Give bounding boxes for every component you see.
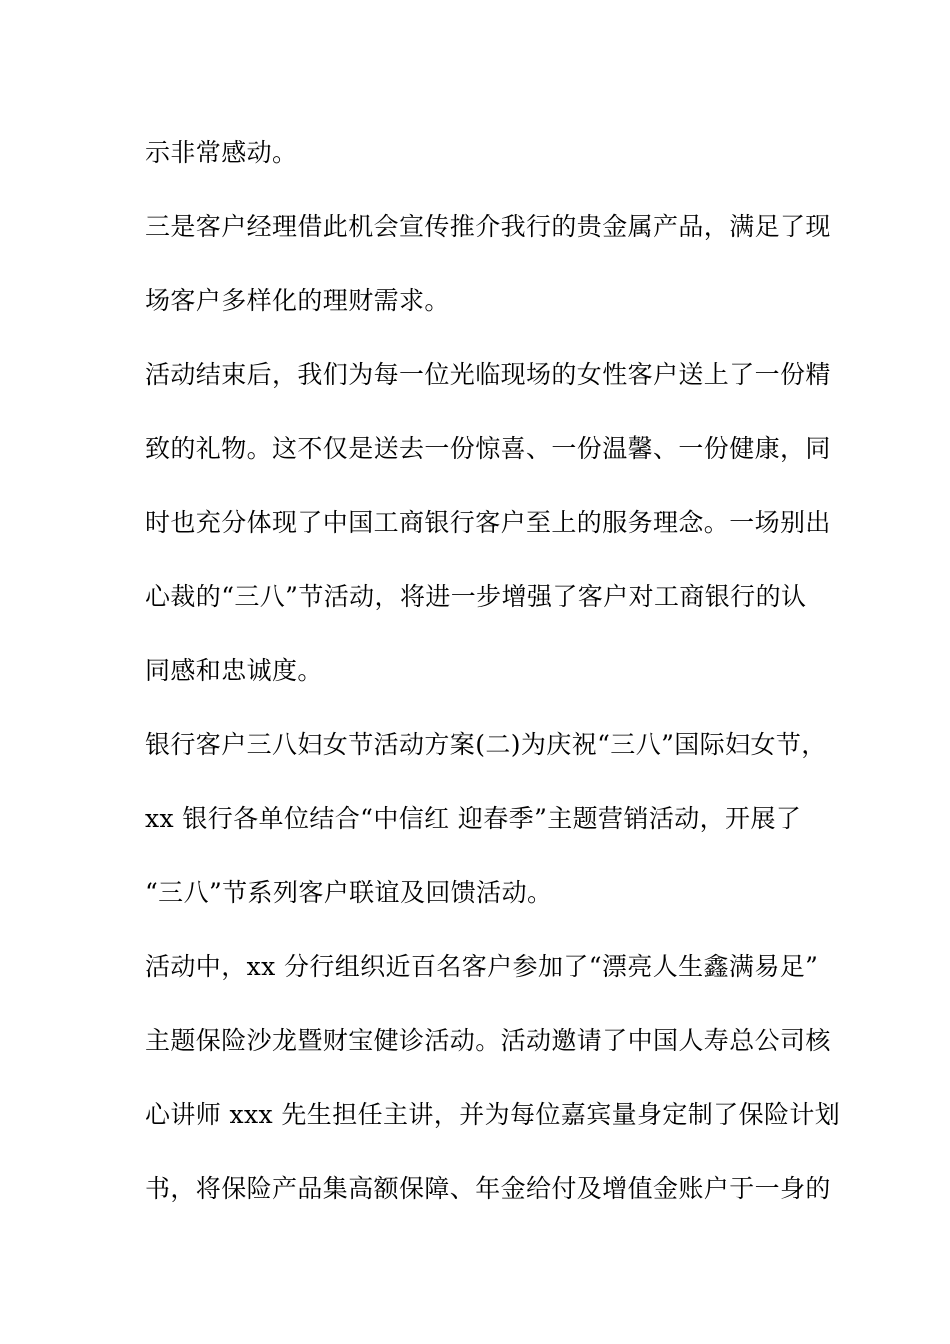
text-line: 活动结束后，我们为每一位光临现场的女性客户送上了一份精 bbox=[145, 360, 831, 389]
text-line: 场客户多样化的理财需求。 bbox=[145, 286, 450, 315]
document-body bbox=[145, 131, 845, 1241]
text-line: 时也充分体现了中国工商银行客户至上的服务理念。一场别出 bbox=[145, 508, 831, 537]
text-line: 致的礼物。这不仅是送去一份惊喜、一份温馨、一份健康，同 bbox=[145, 434, 831, 463]
text-line: 心裁的“三八”节活动，将进一步增强了客户对工商银行的认 bbox=[145, 582, 807, 611]
text-line: “三八”节系列客户联谊及回馈活动。 bbox=[145, 878, 553, 907]
text-line: xx 银行各单位结合“中信红 迎春季”主题营销活动，开展了 bbox=[145, 804, 802, 833]
text-line: 书，将保险产品集高额保障、年金给付及增值金账户于一身的 bbox=[145, 1174, 831, 1203]
text-line: 同感和忠诚度。 bbox=[145, 656, 323, 685]
text-line: 主题保险沙龙暨财宝健诊活动。活动邀请了中国人寿总公司核 bbox=[145, 1026, 831, 1055]
text-line: 示非常感动。 bbox=[145, 138, 298, 167]
text-line: 银行客户三八妇女节活动方案(二)为庆祝“三八”国际妇女节， bbox=[145, 730, 827, 759]
text-line: 活动中，xx 分行组织近百名客户参加了“漂亮人生鑫满易足” bbox=[145, 952, 819, 981]
text-line: 三是客户经理借此机会宣传推介我行的贵金属产品，满足了现 bbox=[145, 212, 831, 241]
text-line: 心讲师 xxx 先生担任主讲，并为每位嘉宾量身定制了保险计划 bbox=[145, 1100, 841, 1129]
